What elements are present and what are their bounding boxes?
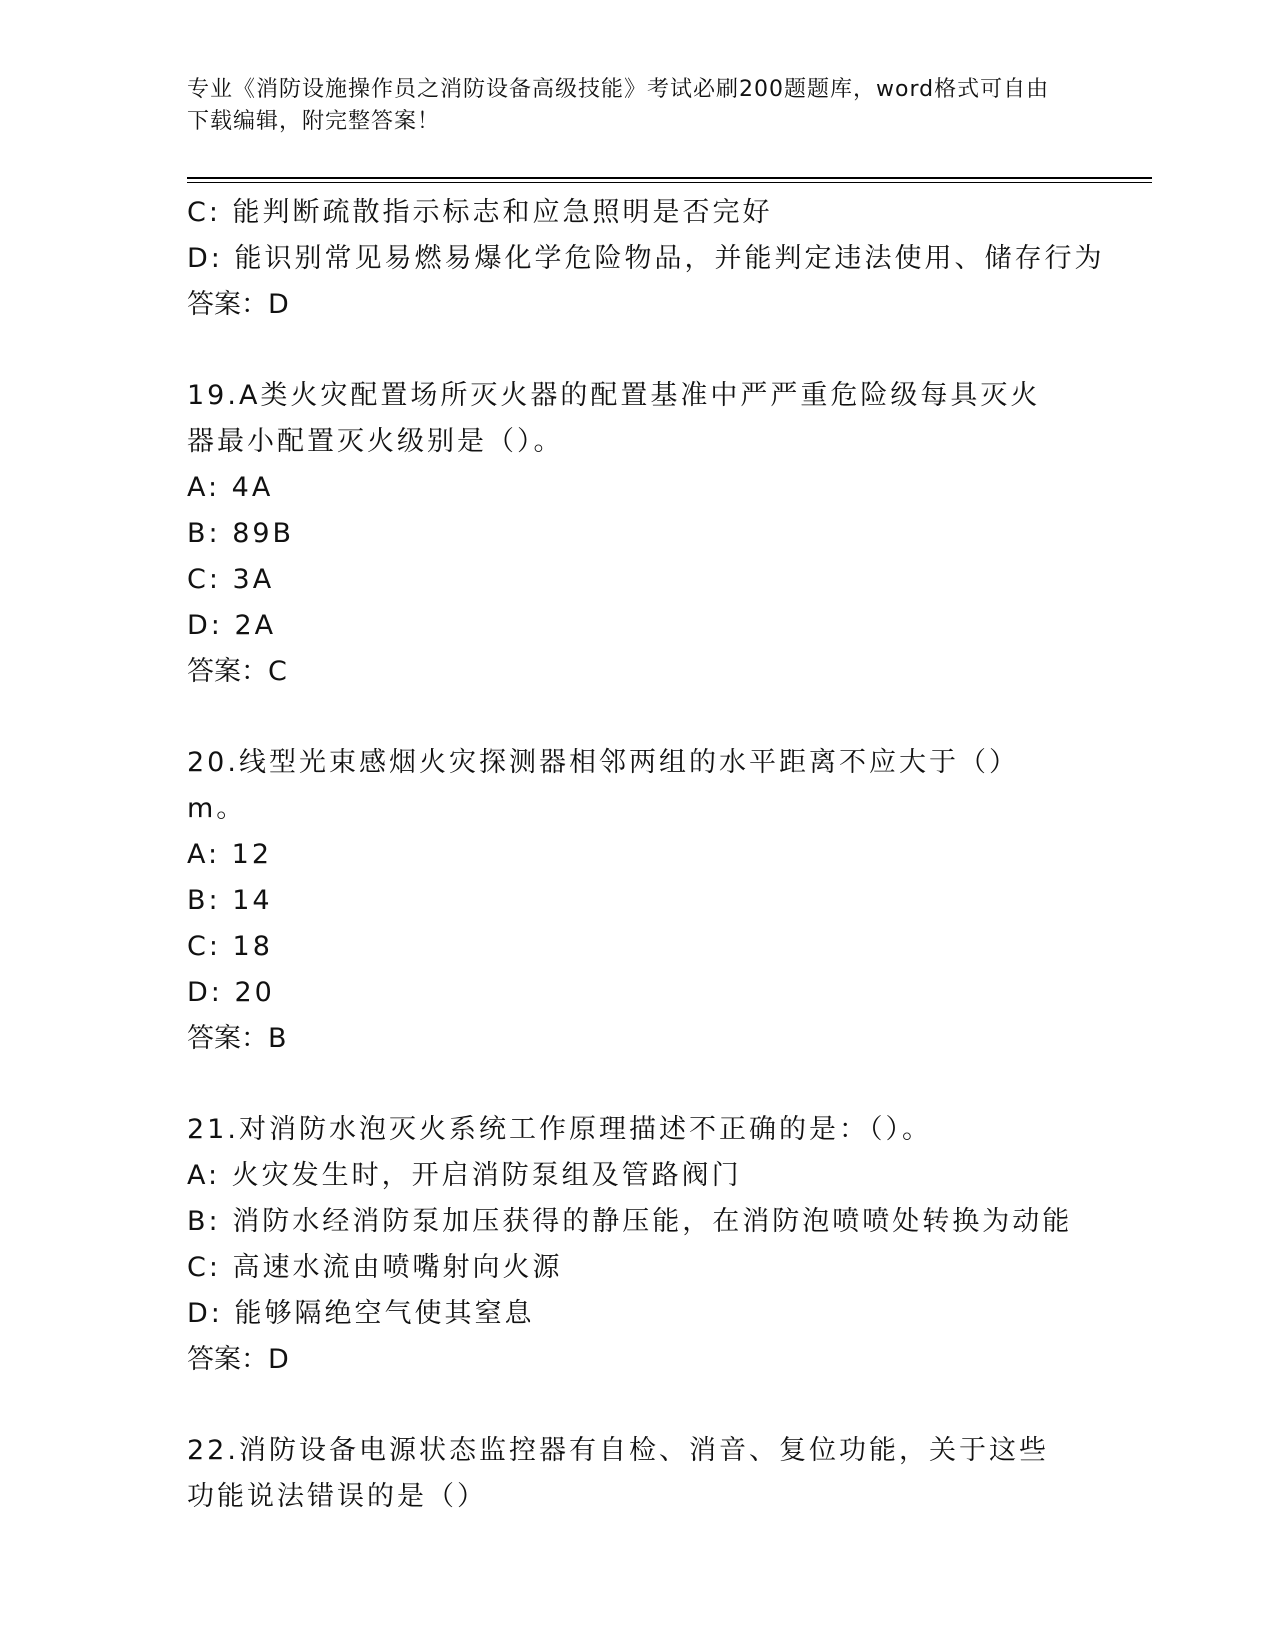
option-c: C: 3A [187,564,275,595]
question-22 [187,1428,1087,1520]
carryover-block [187,190,1105,328]
question-20 [187,740,1087,1062]
option-a: A: 火灾发生时，开启消防泵组及管路阀门 [187,1160,742,1191]
option-d: D: 20 [187,977,275,1008]
header-rule-thin [187,182,1152,183]
question-stem: 22.消防设备电源状态监控器有自检、消音、复位功能，关于这些功能说法错误的是（） [187,1435,1049,1512]
option-c: C: 高速水流由喷嘴射向火源 [187,1252,563,1283]
question-stem: 21.对消防水泡灭火系统工作原理描述不正确的是：（）。 [187,1114,932,1145]
option-d: D: 2A [187,610,277,641]
document-header: 专业《消防设施操作员之消防设备高级技能》考试必刷200题题库，word格式可自由下载编辑，附完整答案！ [187,77,1050,134]
question-stem: 19.A类火灾配置场所灭火器的配置基准中严严重危险级每具灭火器最小配置灭火级别是（）。 [187,380,1041,457]
question-list [187,190,1105,1520]
option-d: D: 能够隔绝空气使其窒息 [187,1298,535,1329]
answer-line: 答案：C [187,656,287,687]
answer-line: 答案：B [187,1023,287,1054]
answer-line: 答案：D [187,289,289,320]
option-a: A: 12 [187,839,273,870]
question-19 [187,373,1087,695]
question-stem: 20.线型光束感烟火灾探测器相邻两组的水平距离不应大于（）m。 [187,747,1019,824]
question-21 [187,1107,1087,1383]
header-rule-thick [187,177,1152,179]
option-c: C: 18 [187,931,273,962]
option-b: B: 89B [187,518,295,549]
answer-line: 答案：D [187,1344,289,1375]
option-a: A: 4A [187,472,274,503]
option-b: B: 14 [187,885,273,916]
option-b: B: 消防水经消防泵加压获得的静压能，在消防泡喷喷处转换为动能 [187,1206,1073,1237]
option-c: C: 能判断疏散指示标志和应急照明是否完好 [187,197,773,228]
option-d: D: 能识别常见易燃易爆化学危险物品，并能判定违法使用、储存行为 [187,243,1105,274]
